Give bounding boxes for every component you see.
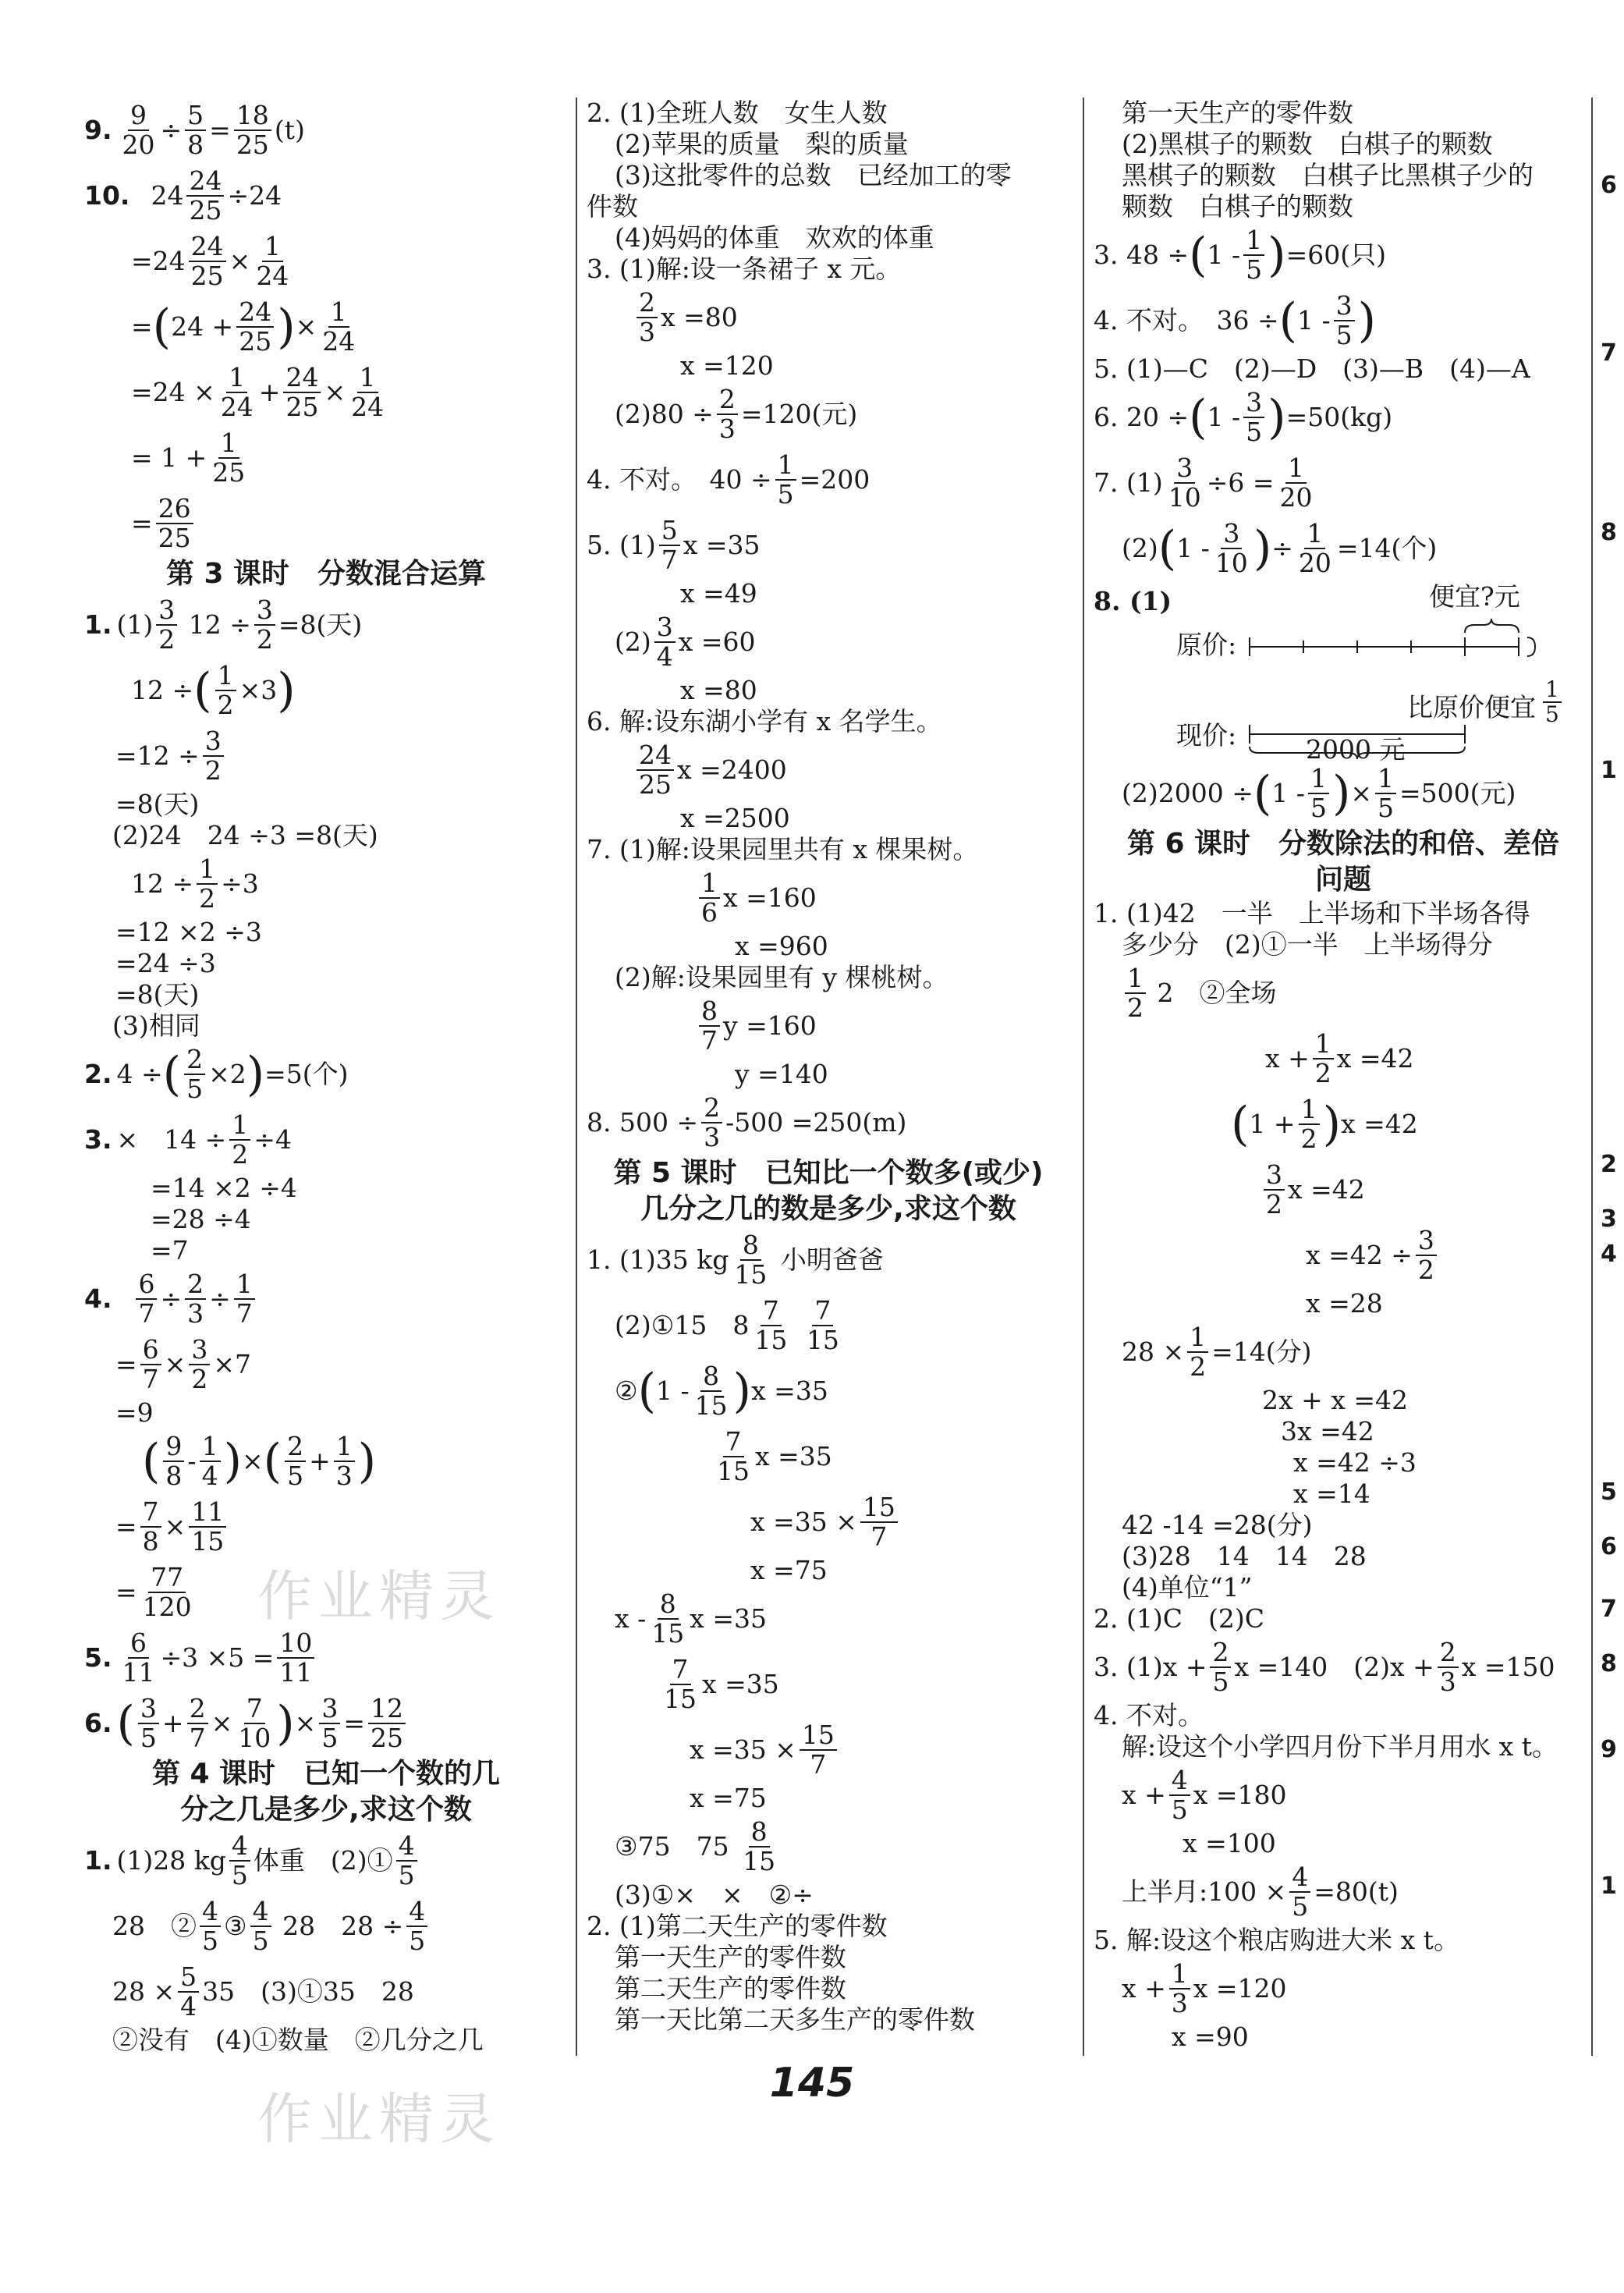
s3-q3-line3: =28 ÷4: [151, 1204, 251, 1234]
c3-q6: 6. 20 ÷ ( 1 - $\frac{3}{5}$ ) =50(kg): [1094, 387, 1393, 447]
c2-q7-eq4: y =140: [735, 1059, 828, 1089]
c3-s6-15: (3)28 14 14 28: [1122, 1541, 1367, 1571]
c3-s6-20: 解:设这个小学四月份下半月用水 x t。: [1122, 1731, 1558, 1762]
s3-q2-line: 2. 4 ÷ ( $\frac{2}{5}$ ×2 ) =5(个): [84, 1044, 349, 1104]
q9-number: 9.: [84, 115, 112, 145]
fraction: $\frac{18}{25}$: [234, 101, 271, 159]
fraction: $\frac{24}{25}$: [186, 167, 224, 225]
c3-s6-12: x =42 ÷3: [1293, 1447, 1417, 1478]
c2-s5-q1-11: ③75 75 $\frac{8}{15}$: [615, 1816, 776, 1876]
c3-s6-5: ( 1 + $\frac{1}{2}$ ) x =42: [1231, 1094, 1418, 1154]
fraction: $\frac{5}{8}$: [185, 101, 206, 159]
c2-s5-q1-6: x =75: [750, 1555, 828, 1585]
s3-q4-line6: = $\frac{77}{120}$: [115, 1562, 192, 1622]
c2-s5-q1-9: x =35 × $\frac{15}{7}$: [587, 1717, 1070, 1783]
c3-s6-16: (4)单位“1”: [1122, 1572, 1253, 1603]
c3-s6-4: x + $\frac{1}{2}$ x =42: [1265, 1028, 1414, 1088]
c3-q7b: (2) ( 1 - $\frac{3}{10}$ ) ÷ $\frac{1}{20}$ =14(个): [1122, 518, 1438, 578]
c2-q7-eq1: $\frac{1}{6}$ x =160: [587, 865, 1070, 931]
section-heading-lesson-5-cont: 几分之几的数是多少,求这个数: [640, 1193, 1016, 1225]
price-line-diagram: [1094, 581, 1593, 765]
q10-line3: = ( 24 + $\frac{24}{25}$ ) × $\frac{1}{24}$: [131, 296, 356, 357]
c3-s6-9: 28 × $\frac{1}{2}$ =14(分): [1122, 1322, 1312, 1382]
c2-q3-eq2: x =120: [680, 350, 774, 381]
c2-q5-eq3: (2) $\frac{3}{4}$ x =60: [615, 612, 756, 672]
s3-q4-line4: ( $\frac{9}{8}$ - $\frac{1}{4}$ ) × ( $\frac{2}{5}$ + $\frac{1}{3}$ ): [142, 1431, 377, 1491]
c3-s6-7: x =42 ÷ $\frac{3}{2}$: [1094, 1223, 1593, 1288]
q10-line4: =24 × $\frac{1}{24}$ + $\frac{24}{25}$ × $\frac{1}{24}$: [131, 362, 385, 422]
c2-q7-part2: (2)解:设果园里有 y 棵桃树。: [615, 962, 949, 992]
c3-s6-6: $\frac{3}{2}$ x =42: [1094, 1157, 1593, 1223]
c2-s5-q1: 1. (1)35 kg $\frac{8}{15}$ 小明爸爸: [587, 1230, 884, 1290]
c2-line-5: (4)妈妈的体重 欢欢的体重: [615, 222, 934, 253]
q10-line1: 10. 24 $\frac{24}{25}$ ÷24: [84, 165, 282, 225]
section-heading-lesson-4: 第 4 课时 已知一个数的几: [151, 1758, 501, 1790]
c2-s5-q1-4: $\frac{7}{15}$ x =35: [717, 1426, 832, 1486]
c2-s5-q2-2: 第一天生产的零件数: [615, 1942, 846, 1972]
c2-q7-eq2: x =960: [735, 931, 828, 961]
c2-q8: 8. 500 ÷ $\frac{2}{3}$ -500 =250(m): [587, 1092, 907, 1152]
c3-q8b: (2)2000 ÷ ( 1 - $\frac{1}{5}$ ) × $\frac{1}{5}$ =500(元): [1122, 763, 1516, 823]
original-price-label: 原价:: [1176, 630, 1237, 660]
c2-q6-eq1: $\frac{24}{25}$ x =2400: [587, 737, 1070, 803]
cheap-amount-label: 便宜?元: [1429, 581, 1520, 612]
s3-q1-line10: (3)相同: [112, 1010, 200, 1041]
s3-q6-line: 6. ( $\frac{3}{5}$ + $\frac{2}{7}$ × $\frac{7}{10}$ ) × $\frac{3}{5}$ = $\frac{12}{25}$: [84, 1691, 568, 1756]
less-than-original-label: 比原价便宜: [1407, 692, 1536, 722]
q10-line2: =24 $\frac{24}{25}$ × $\frac{1}{24}$: [131, 231, 289, 291]
c2-line-2: (2)苹果的质量 梨的质量: [615, 129, 909, 159]
c2-s5-q2-4: 第一天比第二天多生产的零件数: [615, 2004, 975, 2035]
c2-line-6: 3. (1)解:设一条裙子 x 元。: [587, 254, 902, 284]
fraction: $\frac{1}{5}$: [1543, 678, 1562, 726]
c3-line-2: (2)黑棋子的颗数 白棋子的颗数: [1122, 129, 1493, 159]
amount-label: 2000 元: [1306, 734, 1406, 765]
c3-s6-11: 3x =42: [1281, 1416, 1374, 1446]
c3-s6-23: 上半月:100 × $\frac{4}{5}$ =80(t): [1122, 1862, 1399, 1922]
s3-q1-line4: =8(天): [115, 789, 200, 819]
c3-q4: 4. 不对。 36 ÷ ( 1 - $\frac{3}{5}$ ): [1094, 290, 1377, 350]
s3-q4-line1: 4. $\frac{6}{7}$ ÷ $\frac{2}{3}$ ÷ $\frac{1}{7}$: [84, 1266, 568, 1332]
segment-lines: [1094, 581, 1593, 761]
page-number: 145: [769, 2060, 855, 2107]
s3-q4-line2: = $\frac{6}{7}$ × $\frac{3}{2}$ ×7: [115, 1334, 251, 1394]
s3-q1-line8: =24 ÷3: [115, 948, 216, 978]
c3-line-4: 颗数 白棋子的颗数: [1122, 191, 1353, 222]
c3-s6-25: x + $\frac{1}{3}$ x =120: [1122, 1958, 1287, 2018]
c3-s6-2: 多少分 (2)①一半 上半场得分: [1122, 929, 1493, 960]
watermark: 作业精灵: [257, 1564, 501, 1628]
column-divider-right: [1083, 98, 1084, 2056]
c2-s5-q1-10: x =75: [690, 1783, 767, 1813]
c2-s5-q2-3: 第二天生产的零件数: [615, 1973, 846, 2004]
c2-q7-eq3: $\frac{8}{7}$ y =160: [587, 993, 1070, 1059]
c2-s5-q1-12: (3)①× × ②÷: [615, 1879, 814, 1910]
c2-q6-eq2: x =2500: [680, 803, 790, 833]
section-heading-lesson-5: 第 5 课时 已知比一个数多(或少): [613, 1157, 1044, 1189]
c3-q3: 3. 48 ÷ ( 1 - $\frac{1}{5}$ ) =60(只): [1094, 225, 1386, 285]
c2-line-4: 件数: [587, 191, 638, 222]
q10-line6: = $\frac{26}{25}$: [84, 491, 568, 556]
c3-s6-19: 4. 不对。: [1094, 1700, 1204, 1730]
section-heading-lesson-6: 第 6 课时 分数除法的和倍、差倍: [1126, 828, 1560, 860]
c3-s6-21: x + $\frac{4}{5}$ x =180: [1122, 1765, 1287, 1825]
s3-q1-line6: 12 ÷ $\frac{1}{2}$ ÷3: [131, 854, 259, 914]
s3-q1-line9: =8(天): [115, 979, 200, 1010]
s3-q1-line7: =12 ×2 ÷3: [115, 917, 262, 947]
c3-s6-13: x =14: [1293, 1478, 1370, 1509]
s3-q1-line2: 12 ÷ ( $\frac{1}{2}$ ×3 ): [131, 660, 296, 720]
c2-s5-q1-3: ② ( 1 - $\frac{8}{15}$ ) x =35: [615, 1361, 828, 1421]
s4-q1-line2: 28 ② $\frac{4}{5}$ ③ $\frac{4}{5}$ 28 28 ÷ $\frac{4}{5}$: [84, 1894, 568, 1959]
column-1: [84, 98, 568, 2056]
s3-q1-line3: =12 ÷ $\frac{3}{2}$: [84, 723, 568, 789]
c3-s6-3: $\frac{1}{2}$ 2 ②全场: [1094, 960, 1593, 1026]
q10-line5: = 1 + $\frac{1}{25}$: [131, 428, 246, 488]
s4-q1-line4: ②没有 (4)①数量 ②几分之几: [112, 2025, 484, 2055]
s3-q1-line1: 1. (1) $\frac{3}{2}$ 12 ÷ $\frac{3}{2}$ =8(天): [84, 595, 363, 655]
s3-q3-line1: 3. × 14 ÷ $\frac{1}{2}$ ÷4: [84, 1109, 292, 1170]
fraction: $\frac{9}{20}$: [122, 100, 155, 160]
c3-s6-1: 1. (1)42 一半 上半场和下半场各得: [1094, 898, 1530, 928]
c2-q6: 6. 解:设东湖小学有 x 名学生。: [587, 706, 942, 737]
c2-q5-eq2: x =49: [680, 578, 757, 609]
c2-line-1: 2. (1)全班人数 女生人数: [587, 98, 888, 128]
c2-q4: 4. 不对。 40 ÷ $\frac{1}{5}$ =200: [587, 449, 871, 509]
column-divider-left: [576, 98, 577, 2056]
section-heading-lesson-3: 第 3 课时 分数混合运算: [165, 558, 487, 590]
c2-line-3: (3)这批零件的总数 已经加工的零: [615, 160, 1012, 190]
c3-s6-14: 42 -14 =28(分): [1122, 1510, 1313, 1540]
s4-q1-line3: 28 × $\frac{5}{4}$ 35 (3)①35 28: [112, 1961, 414, 2021]
c2-s5-q1-5: x =35 × $\frac{15}{7}$: [587, 1489, 1070, 1555]
c2-s5-q1-8: $\frac{7}{15}$ x =35: [664, 1654, 779, 1714]
c3-q7a: 7. (1) $\frac{3}{10}$ ÷6 = $\frac{1}{20}$: [1094, 453, 1313, 513]
c2-s5-q2-1: 2. (1)第二天生产的零件数: [587, 1911, 888, 1941]
column-2: [587, 98, 1070, 2036]
section-heading-lesson-6-cont: 问题: [1314, 864, 1371, 896]
c2-q5-eq1: 5. (1) $\frac{5}{7}$ x =35: [587, 515, 761, 575]
watermark: 作业精灵: [257, 2087, 501, 2151]
c3-s6-26: x =90: [1172, 2021, 1249, 2052]
c3-q5: 5. (1)—C (2)—D (3)—B (4)—A: [1094, 353, 1530, 384]
c3-s6-22: x =100: [1183, 1828, 1276, 1858]
current-price-label: 现价:: [1176, 720, 1237, 751]
s3-q4-line5: = $\frac{7}{8}$ × $\frac{11}{15}$: [84, 1494, 568, 1560]
s3-q5-line: 5. $\frac{6}{11}$ ÷3 ×5 = $\frac{10}{11}$: [84, 1625, 568, 1691]
c3-s6-24: 5. 解:设这个粮店购进大米 x t。: [1094, 1925, 1459, 1955]
q9-line: 9. $\frac{9}{20}$ ÷ $\frac{5}{8}$ = $\frac{18}{25}$ (t): [84, 100, 305, 160]
s3-q3-line4: =7: [151, 1235, 189, 1265]
c2-q3-part2: (2)80 ÷ $\frac{2}{3}$ =120(元): [615, 384, 858, 444]
section-heading-lesson-4-cont: 分之几是多少,求这个数: [180, 1794, 472, 1826]
q10-number: 10.: [84, 180, 130, 211]
c2-q7: 7. (1)解:设果园里共有 x 棵果树。: [587, 834, 979, 864]
c3-s6-10: 2x + x =42: [1262, 1385, 1408, 1415]
q8-label: 8. (1): [1094, 586, 1172, 616]
c3-s6-18: 3. (1)x + $\frac{2}{5}$ x =140 (2)x + $\frac{2}{3}$ x =150: [1094, 1637, 1555, 1697]
c2-s5-q1-7: x - $\frac{8}{15}$ x =35: [615, 1588, 768, 1649]
s4-q1-line1: 1. (1)28 kg $\frac{4}{5}$ 体重 (2)① $\frac{4}{5}$: [84, 1828, 568, 1894]
s3-q4-line3: =9: [115, 1397, 154, 1428]
s3-q1-line5: (2)24 24 ÷3 =8(天): [112, 820, 378, 850]
c2-s5-q1-2: (2)①15 8 $\frac{7}{15}$ $\frac{7}{15}$: [615, 1295, 839, 1355]
c3-s6-8: x =28: [1306, 1288, 1383, 1319]
c2-q5-eq4: x =80: [680, 675, 757, 705]
column-3: [1094, 98, 1593, 2053]
c3-s6-17: 2. (1)C (2)C: [1094, 1603, 1264, 1634]
c3-line-1: 第一天生产的零件数: [1122, 98, 1353, 128]
clipped-next-column: 6 7 8 1 2 3 4 5 6 7 8 9 1: [1601, 172, 1617, 1900]
c2-q3-eq1: $\frac{2}{3}$ x =80: [587, 285, 1070, 350]
s3-q3-line2: =14 ×2 ÷4: [151, 1173, 297, 1203]
c3-line-3: 黑棋子的颗数 白棋子比黑棋子少的: [1122, 160, 1534, 190]
